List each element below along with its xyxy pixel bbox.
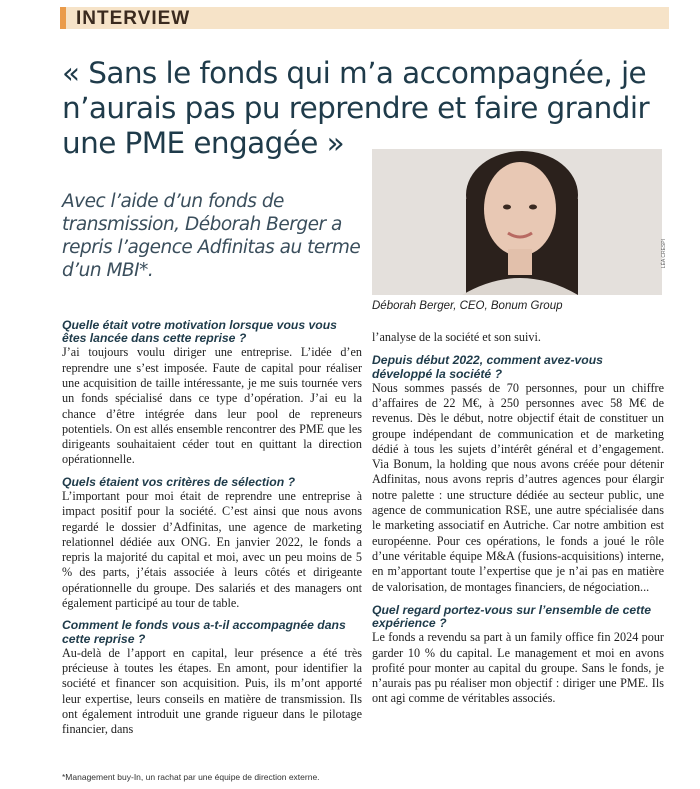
- chapo: Avec l’aide d’un fonds de transmission, Déborah Berger a repris l’agence Adfinitas au terme d’un MBI*.: [62, 191, 361, 281]
- answer-support-continued: l’analyse de la société et son suivi.: [372, 330, 541, 344]
- headline: « Sans le fonds qui m’a accompagnée, je n’aurais pas pu reprendre et faire grandir une PME engagée »: [62, 56, 649, 160]
- photo-caption: Déborah Berger, CEO, Bonum Group: [372, 300, 563, 312]
- section-tag: INTERVIEW: [76, 8, 191, 29]
- section-tag-bar: [60, 7, 669, 29]
- article-column-1: [62, 319, 362, 738]
- answer-motivation: J’ai toujours voulu diriger une entreprise. L’idée d’en reprendre une s’est imposée. Faute de capital pour réaliser une acquisition de taille intéressante, je me suis tournée vers un fonds spécialisé dans ce type d’opération. J’ai eu la chance d’être intégrée dans leur pool de repreneurs potentiels. On est allés ensemble rencontrer des PME que les dirigeants souhaitaient céder tout en quittant la direction opérationnelle.: [62, 345, 362, 467]
- question-experience: Quel regard portez-vous sur l’ensemble de cette expérience ?: [372, 602, 652, 631]
- photo-credit: LÉA CRESPI: [661, 239, 667, 269]
- portrait-photo: [372, 149, 667, 295]
- footnote: *Management buy-In, un rachat par une équipe de direction externe.: [62, 772, 320, 782]
- answer-support: Au-delà de l’apport en capital, leur présence a été très précieuse à toutes les étapes. En amont, pour identifier la société et financer son acquisition. Puis, ils m’ont apporté leur expertise, leurs conseils en matière de transmission. Ils ont également introduit une grande rigueur dans le pilotage financier, dans: [62, 645, 362, 737]
- question-criteria: Quels étaient vos critères de sélection ?: [62, 474, 296, 489]
- portrait-illustration: [372, 149, 662, 295]
- question-motivation: Quelle était votre motivation lorsque vous vous êtes lancée dans cette reprise ?: [62, 318, 337, 346]
- question-support: Comment le fonds vous a-t-il accompagnée dans cette reprise ?: [62, 618, 346, 646]
- answer-development: Nous sommes passés de 70 personnes, pour un chiffre d’affaires de 22 M€, à 250 personnes avec 58 M€ de revenus. Dès le début, notre objectif était de constituer un groupe indépendant de communication et de marketing dédié à tous les sujets d’intérêt général et d’engagement. Via Bonum, la holding que nous avons créée pour détenir Adfinitas, nous avons repris d’autres agences pour élargir notre palette : une structure dédiée au secteur public, une agence de communication RSE, une autre spécialisée dans le marketing associatif en Autriche. Car notre ambition est européenne. Pour ces opérations, le fonds a joué le rôle d’une véritable équipe M&A (fusions-acquisitions) interne, en m’apportant toute l’expertise que je n’ai pas en matière de valorisation, de montages financiers, de négociation...: [372, 380, 664, 594]
- answer-criteria: L’important pour moi était de reprendre une entreprise à impact positif pour la société. C’est ainsi que nous avons regardé le dossier d’Adfinitas, une agence de marketing relationnel dédiée aux ONG. En janvier 2022, le fonds a repris la majorité du capital et moi, avec un peu moins de 5 % des parts, j’étais associée à leurs côtés et dirigeante opérationnelle du groupe. Des salariés et des managers ont également participé au tour de table.: [62, 488, 362, 611]
- question-development: Depuis début 2022, comment avez-vous développé la société ?: [372, 353, 603, 381]
- article-column-2: [372, 330, 664, 707]
- answer-experience: Le fonds a revendu sa part à un family office fin 2024 pour garder 10 % du capital. Le management et moi en avons profité pour monter au capital du groupe. Sans le fonds, je n’aurais pas pu réaliser mon objectif : diriger une PME. Ils ont agi comme de véritables associés.: [372, 630, 664, 706]
